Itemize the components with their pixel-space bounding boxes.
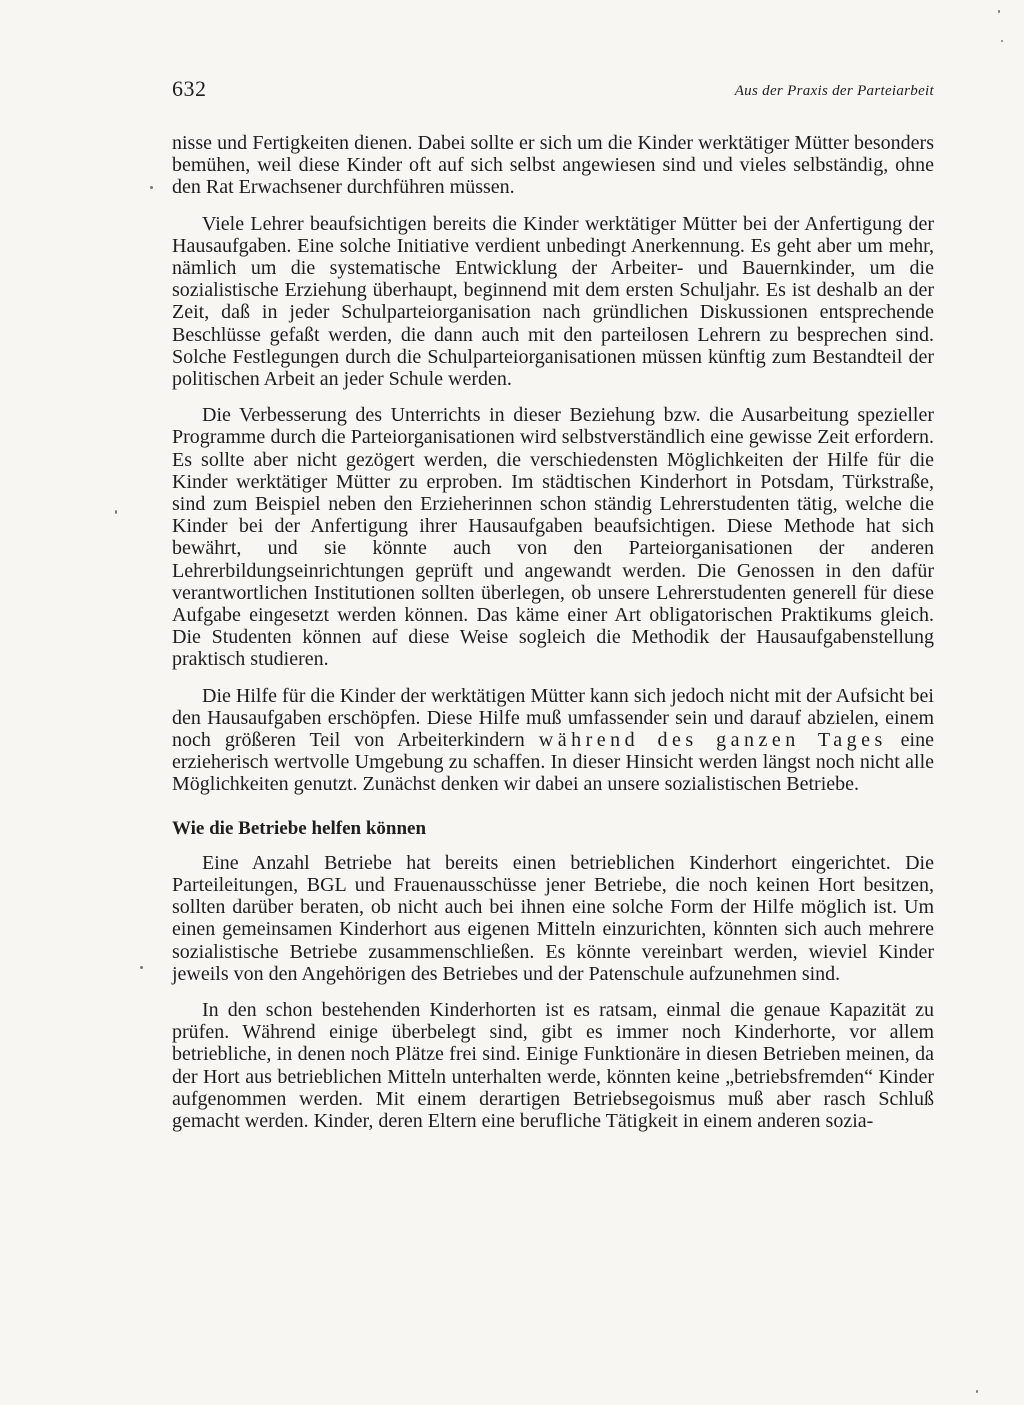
paragraph: Eine Anzahl Betriebe hat bereits einen betrieblichen Kinderhort eingerichtet. Die Parteileitungen, BGL und Frauenausschüsse jener Betriebe, die noch keinen Hort besitzen, sollten darüber beraten, ob nicht auch bei ihnen eine solche Form der Hilfe möglich ist. Um einen gemeinsamen Kinderhort aus eigenen Mitteln einzurichten, könnten sich auch mehrere sozialistische Betriebe zusammenschließen. Es könnte vereinbart werden, wieviel Kinder jeweils von den Angehörigen des Betriebes und der Patenschule aufzunehmen sind. — [172, 851, 934, 985]
page-number: 632 — [172, 76, 207, 101]
scan-speck — [115, 510, 117, 514]
paragraph-continuation: nisse und Fertigkeiten dienen. Dabei sollte er sich um die Kinder werktätiger Mütter besonders bemühen, weil diese Kinder oft auf sich selbst angewiesen sind und vieles selbständig, ohne den Rat Erwachsener durchführen müssen. — [172, 132, 934, 199]
scan-speck — [1001, 40, 1003, 42]
paragraph: In den schon bestehenden Kinderhorten ist es ratsam, einmal die genaue Kapazität zu prüfen. Während einige überbelegt sind, gibt es immer noch Kinderhorte, vor allem betriebliche, in denen noch Plätze frei sind. Einige Funktionäre in diesen Betrieben meinen, da der Hort aus betrieblichen Mitteln unterhalten werde, könnten keine „betriebsfremden“ Kinder aufgenommen werden. Mit einem derartigen Betriebsegoismus muß aber rasch Schluß gemacht werden. Kinder, deren Eltern eine berufliche Tätigkeit in einem anderen sozia- — [172, 998, 934, 1132]
paragraph-text: Die Hilfe für die Kinder der werktätigen Mütter kann sich jedoch nicht mit der Aufsicht bei den Hausaufgaben erschöpfen. Diese Hilfe muß umfassender sein und darauf abzielen, einem noch größeren Teil von Arbeiterkindern — [172, 684, 934, 752]
article-body — [172, 132, 934, 1132]
scan-speck — [998, 10, 1000, 13]
scan-speck — [976, 1390, 978, 1393]
scan-speck — [150, 186, 153, 189]
paragraph-text: eine erzieherisch wertvolle Umgebung zu schaffen. In dieser Hinsicht werden längst noch nicht alle Möglichkeiten genutzt. Zunächst denken wir dabei an unsere sozialistischen Betriebe. — [172, 729, 934, 796]
scan-speck — [140, 966, 143, 969]
paragraph — [172, 685, 934, 796]
paragraph: Viele Lehrer beaufsichtigen bereits die Kinder werktätiger Mütter bei der Anfertigung der Hausaufgaben. Eine solche Initiative verdient unbedingt Anerkennung. Es geht aber um mehr, nämlich um die systematische Entwicklung der Arbeiter- und Bauernkinder, um die sozialistische Erziehung überhaupt, beginnend mit dem ersten Schuljahr. Es ist deshalb an der Zeit, daß in jeder Schulparteiorganisation nach gründlichen Diskussionen entsprechende Beschlüsse gefaßt werden, die dann auch mit den parteilosen Lehrern zu besprechen sind. Solche Festlegungen durch die Schulparteiorganisationen müssen künftig zum Bestandteil der politischen Arbeit an jeder Schule werden. — [172, 212, 934, 391]
section-heading: Wie die Betriebe helfen können — [172, 817, 427, 839]
page-header — [172, 76, 934, 106]
emphasized-text: während des ganzen Tages — [538, 729, 887, 752]
paragraph: Die Verbesserung des Unterrichts in dieser Beziehung bzw. die Ausarbeitung spezieller Programme durch die Parteiorganisationen wird selbstverständlich eine gewisse Zeit erfordern. Es sollte aber nicht gezögert werden, die verschiedensten Möglichkeiten der Hilfe für die Kinder werktätiger Mütter zu erproben. Im städtischen Kinderhort in Potsdam, Türkstraße, sind zum Beispiel neben den Erzieherinnen schon ständig Lehrerstudenten tätig, welche die Kinder bei der Anfertigung ihrer Hausaufgaben beaufsichtigen. Diese Methode hat sich bewährt, und sie könnte auch von den Parteiorganisationen der anderen Lehrerbildungseinrichtungen geprüft und angewandt werden. Die Genossen in den dafür verantwortlichen Institutionen sollten überlegen, ob unsere Lehrerstudenten generell für diese Aufgabe eingesetzt werden können. Das käme einer Art obligatorischen Praktikums gleich. Die Studenten können auf diese Weise sogleich die Methodik der Hausaufgabenstellung praktisch studieren. — [172, 404, 934, 671]
running-head: Aus der Praxis der Parteiarbeit — [734, 83, 934, 99]
